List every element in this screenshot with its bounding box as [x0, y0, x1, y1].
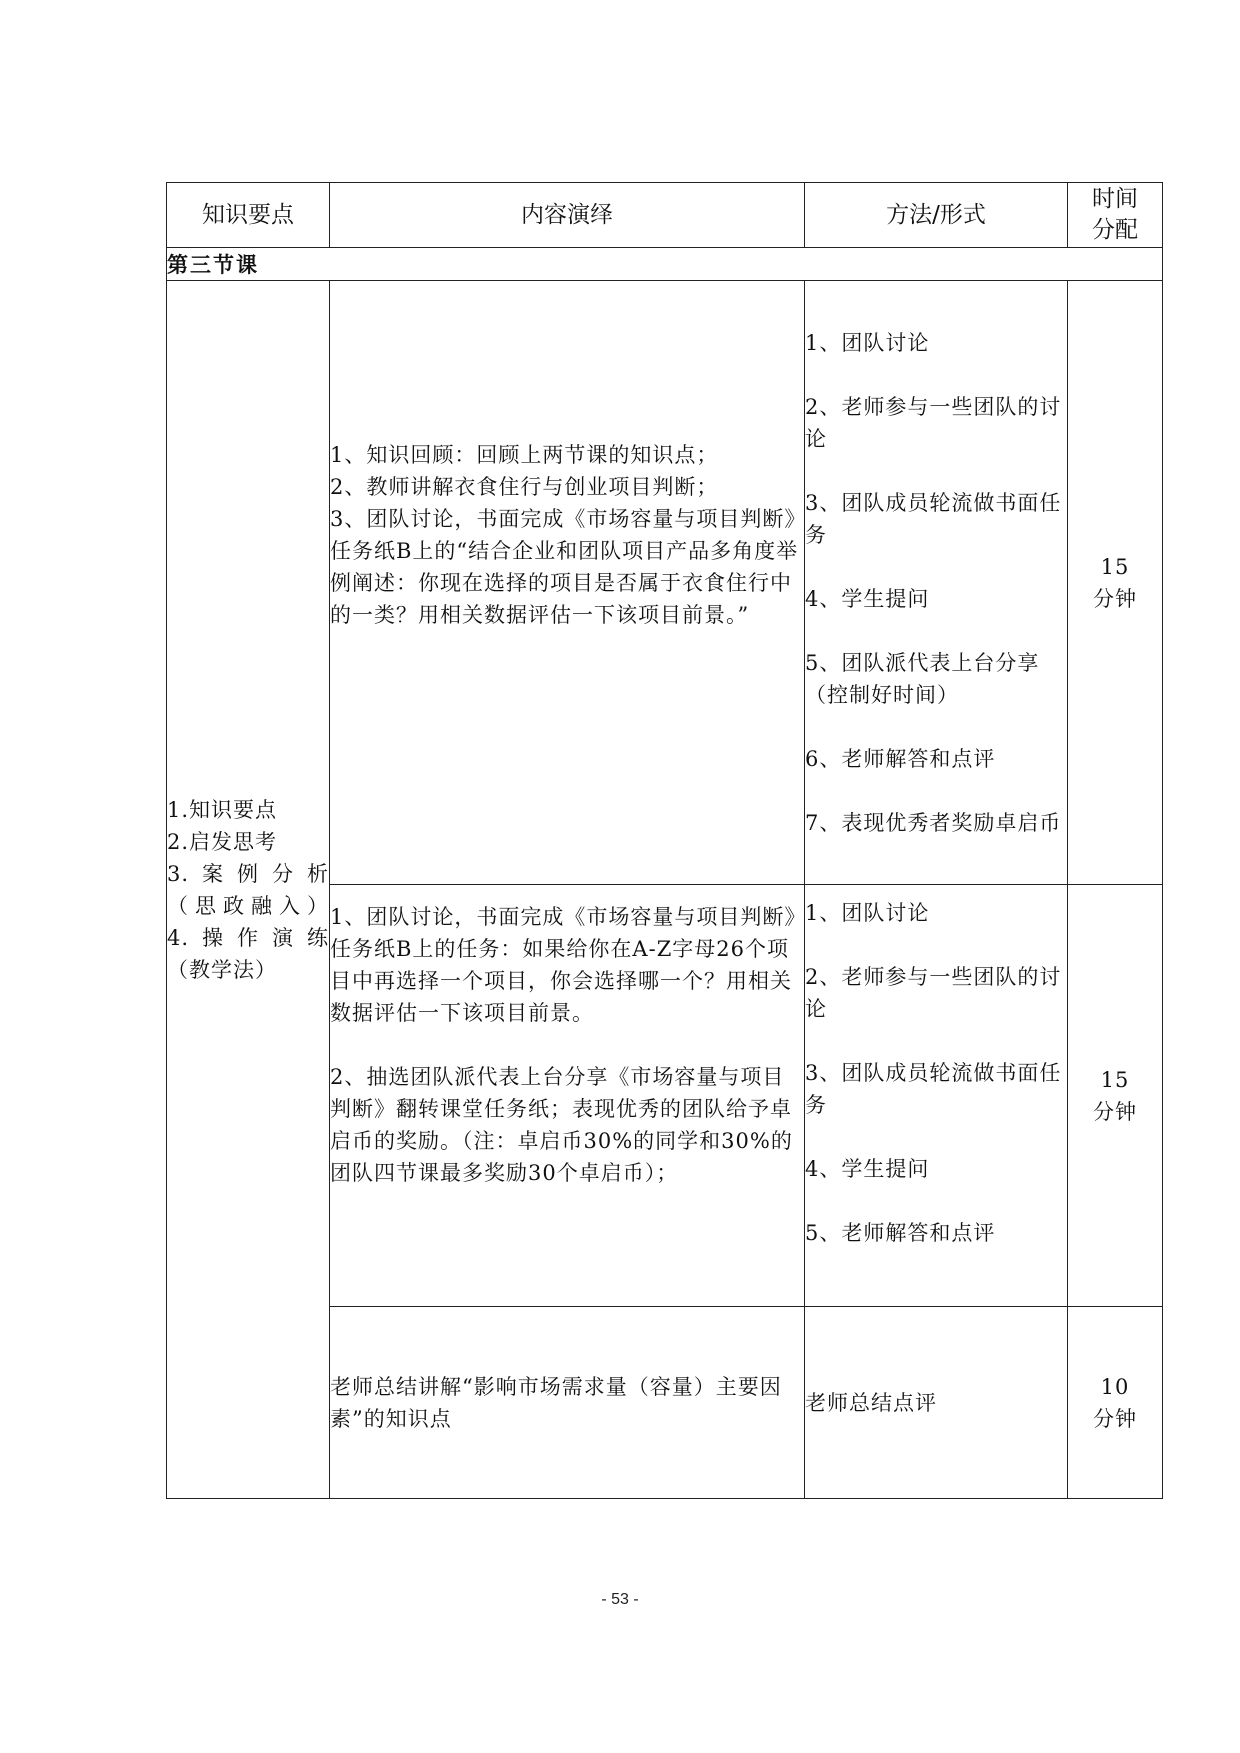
- content-cell: [330, 1307, 805, 1499]
- method-item: 7、表现优秀者奖励卓启币: [805, 810, 1062, 835]
- section-row: [167, 248, 1163, 281]
- method-item: 4、学生提问: [805, 586, 930, 611]
- method-item: 6、老师解答和点评: [805, 746, 996, 771]
- time-value: 15: [1100, 1067, 1130, 1092]
- method-item: 3、团队成员轮流做书面任务: [805, 1061, 1062, 1117]
- content-paragraph: 1、知识回顾：回顾上两节课的知识点；: [330, 443, 719, 467]
- knowledge-point: （思政融入）: [167, 893, 329, 918]
- knowledge-point: 1.知识要点: [167, 797, 278, 822]
- time-unit: 分钟: [1093, 1099, 1137, 1124]
- time-unit: 分钟: [1093, 1406, 1137, 1431]
- method-cell: [805, 281, 1068, 885]
- content-cell: [330, 885, 805, 1307]
- header-content: 内容演绎: [330, 183, 805, 248]
- knowledge-point: 3.案例分析: [167, 861, 329, 886]
- header-knowledge: 知识要点: [167, 183, 330, 248]
- knowledge-point: 2.启发思考: [167, 829, 278, 854]
- method-cell: [805, 1307, 1068, 1499]
- table-row: [167, 281, 1163, 885]
- method-item: 4、学生提问: [805, 1157, 930, 1181]
- time-unit: 分钟: [1093, 586, 1137, 611]
- header-row: [167, 183, 1163, 248]
- content-paragraph: 老师总结讲解“影响市场需求量（容量）主要因素”的知识点: [330, 1374, 782, 1431]
- knowledge-point: （教学法）: [167, 957, 277, 982]
- method-item: 1、团队讨论: [805, 330, 930, 355]
- time-cell: [1068, 281, 1163, 885]
- content-paragraph: 1、团队讨论，书面完成《市场容量与项目判断》任务纸B上的任务：如果给你在A-Z字母26个项目中再选择一个项目，你会选择哪一个？用相关数据评估一下该项目前景。: [330, 905, 796, 1025]
- method-item: 老师总结点评: [805, 1390, 937, 1415]
- content-paragraph: 2、抽选团队派代表上台分享《市场容量与项目判断》翻转课堂任务纸；表现优秀的团队给予卓启币的奖励。（注：卓启币30%的同学和30%的团队四节课最多奖励30个卓启币）；: [330, 1065, 793, 1185]
- content-cell: [330, 281, 805, 885]
- method-item: 2、老师参与一些团队的讨论: [805, 965, 1062, 1021]
- header-time-line2: 分配: [1092, 217, 1138, 243]
- content-paragraph: 3、团队讨论，书面完成《市场容量与项目判断》任务纸B上的“结合企业和团队项目产品多角度举例阐述：你现在选择的项目是否属于衣食住行中的一类？用相关数据评估一下该项目前景。”: [330, 507, 799, 627]
- section-title: 第三节课: [167, 248, 1163, 281]
- method-item: 2、老师参与一些团队的讨论: [805, 394, 1062, 451]
- time-cell: [1068, 1307, 1163, 1499]
- method-item: 5、老师解答和点评: [805, 1221, 996, 1245]
- method-item: 5、团队派代表上台分享（控制好时间）: [805, 650, 1040, 707]
- method-cell: [805, 885, 1068, 1307]
- header-time: [1068, 183, 1163, 248]
- header-time-line1: 时间: [1092, 186, 1138, 212]
- method-item: 1、团队讨论: [805, 901, 930, 925]
- time-value: 10: [1100, 1374, 1130, 1399]
- method-item: 3、团队成员轮流做书面任务: [805, 490, 1062, 547]
- page-number: - 53 -: [601, 1591, 639, 1608]
- lesson-plan-table: [166, 182, 1163, 1499]
- time-cell: [1068, 885, 1163, 1307]
- header-method: 方法/形式: [805, 183, 1068, 248]
- knowledge-points-cell: [167, 281, 330, 1499]
- knowledge-point: 4.操作演练: [167, 925, 329, 950]
- time-value: 15: [1100, 554, 1130, 579]
- content-paragraph: 2、教师讲解衣食住行与创业项目判断；: [330, 475, 719, 499]
